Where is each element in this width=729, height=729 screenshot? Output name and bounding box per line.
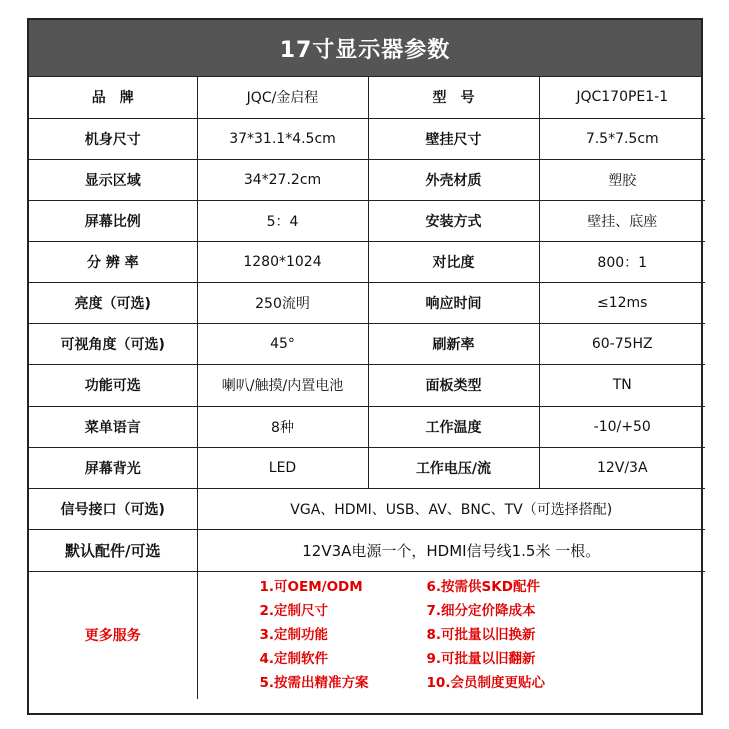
spec-label: 工作温度 [368, 406, 539, 447]
interfaces-row [29, 488, 705, 529]
accessories-row [29, 529, 705, 571]
spec-value: 37*31.1*4.5cm [197, 118, 368, 159]
spec-row [29, 447, 705, 488]
interfaces-value: VGA、HDMI、USB、AV、BNC、TV（可选择搭配) [197, 488, 705, 529]
spec-label: 机身尺寸 [29, 118, 197, 159]
spec-value: JQC170PE1-1 [539, 77, 705, 118]
spec-row [29, 241, 705, 282]
service-item: 5.按需出精准方案 [259, 675, 369, 692]
spec-value: 5：4 [197, 200, 368, 241]
spec-value: JQC/金启程 [197, 77, 368, 118]
services-cell [197, 571, 705, 699]
spec-row [29, 200, 705, 241]
spec-label: 安装方式 [368, 200, 539, 241]
service-item: 1.可OEM/ODM [259, 579, 363, 596]
spec-value: 60-75HZ [539, 323, 705, 364]
service-item: 10.会员制度更贴心 [426, 675, 545, 692]
spec-value: 1280*1024 [197, 241, 368, 282]
spec-label: 外壳材质 [368, 159, 539, 200]
services-column-left [260, 575, 369, 695]
spec-row [29, 406, 705, 447]
spec-label: 刷新率 [368, 323, 539, 364]
service-item: 8.可批量以旧换新 [426, 627, 536, 644]
spec-value: 12V/3A [539, 447, 705, 488]
spec-label: 型 号 [368, 77, 539, 118]
spec-label: 可视角度（可选) [29, 323, 197, 364]
accessories-value: 12V3A电源一个，HDMI信号线1.5米 一根。 [197, 529, 705, 571]
spec-value: ≤12ms [539, 282, 705, 323]
services-label: 更多服务 [29, 571, 197, 699]
spec-table [29, 77, 705, 699]
spec-label: 菜单语言 [29, 406, 197, 447]
spec-value: 800：1 [539, 241, 705, 282]
spec-value: 塑胶 [539, 159, 705, 200]
services-row [29, 571, 705, 699]
spec-sheet [27, 18, 703, 715]
spec-value: LED [197, 447, 368, 488]
service-item: 9.可批量以旧翻新 [426, 651, 536, 668]
services-column-right [427, 575, 545, 695]
spec-label: 响应时间 [368, 282, 539, 323]
spec-label: 壁挂尺寸 [368, 118, 539, 159]
service-item: 2.定制尺寸 [259, 603, 329, 620]
service-item: 3.定制功能 [259, 627, 329, 644]
spec-label: 屏幕比例 [29, 200, 197, 241]
service-item: 7.细分定价降成本 [426, 603, 536, 620]
spec-value: 34*27.2cm [197, 159, 368, 200]
service-item: 6.按需供SKD配件 [426, 579, 540, 596]
interfaces-label: 信号接口（可选) [29, 488, 197, 529]
spec-value: 壁挂、底座 [539, 200, 705, 241]
spec-row [29, 159, 705, 200]
services-list [198, 575, 706, 695]
spec-label: 功能可选 [29, 364, 197, 406]
spec-value: 喇叭/触摸/内置电池 [197, 364, 368, 406]
spec-label: 面板类型 [368, 364, 539, 406]
spec-value: 45° [197, 323, 368, 364]
spec-label: 工作电压/流 [368, 447, 539, 488]
accessories-label: 默认配件/可选 [29, 529, 197, 571]
spec-row [29, 323, 705, 364]
spec-value: 250流明 [197, 282, 368, 323]
spec-title: 17寸显示器参数 [29, 20, 701, 77]
spec-row [29, 364, 705, 406]
spec-label: 对比度 [368, 241, 539, 282]
spec-label: 显示区域 [29, 159, 197, 200]
spec-value: 8种 [197, 406, 368, 447]
spec-value: 7.5*7.5cm [539, 118, 705, 159]
spec-value: TN [539, 364, 705, 406]
spec-row [29, 77, 705, 118]
spec-row [29, 118, 705, 159]
spec-row [29, 282, 705, 323]
service-item: 4.定制软件 [259, 651, 329, 668]
spec-value: -10/+50 [539, 406, 705, 447]
spec-label: 亮度（可选) [29, 282, 197, 323]
spec-label: 品 牌 [29, 77, 197, 118]
spec-label: 屏幕背光 [29, 447, 197, 488]
spec-label: 分 辨 率 [29, 241, 197, 282]
